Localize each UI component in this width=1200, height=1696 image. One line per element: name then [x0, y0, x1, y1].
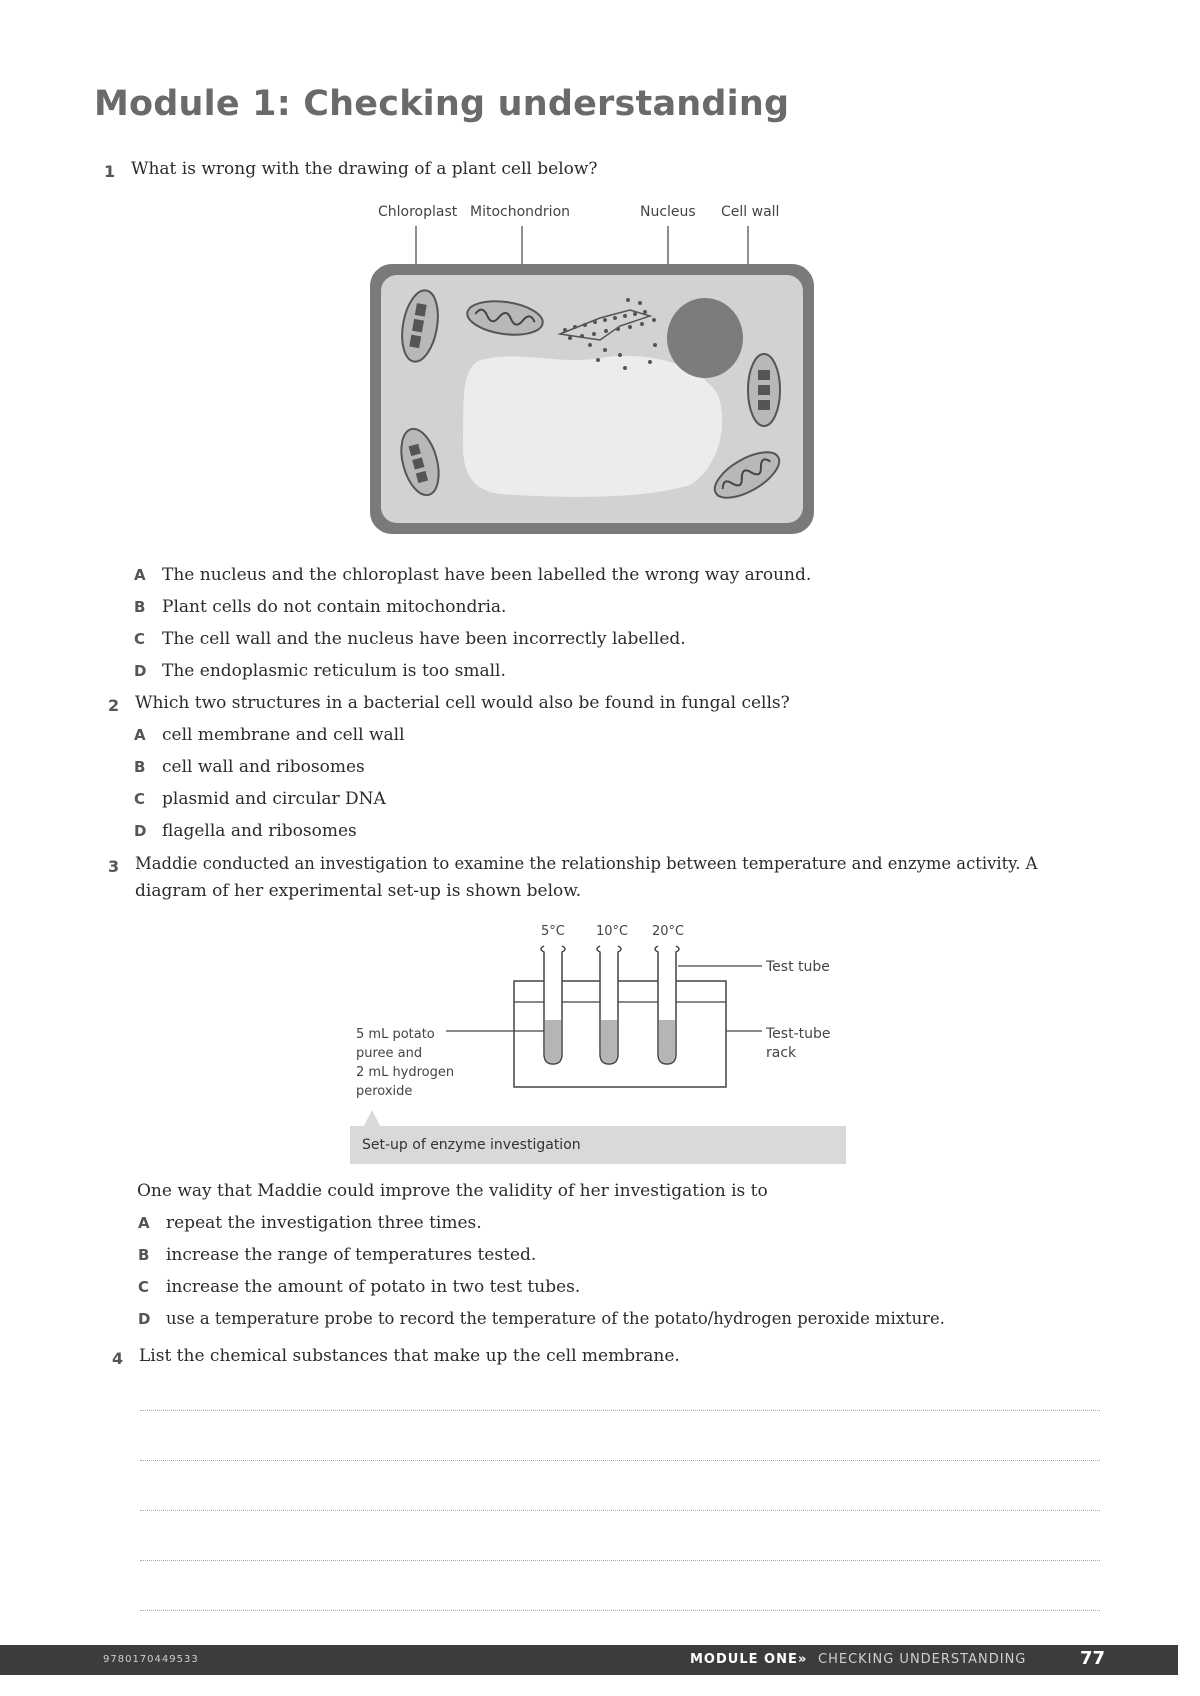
option-text: cell membrane and cell wall [162, 725, 405, 745]
option-letter: C [134, 790, 146, 808]
plant-cell-diagram [0, 0, 1200, 560]
label-mix-line3: 2 mL hydrogen [356, 1065, 455, 1080]
option-text: flagella and ribosomes [162, 821, 357, 841]
test-tube-20c [655, 946, 679, 1064]
label-rack-line2: rack [766, 1045, 797, 1061]
nucleus-shape [667, 298, 743, 378]
label-nucleus: Nucleus [640, 204, 696, 220]
option-letter: A [134, 566, 146, 584]
label-mix-line2: puree and [356, 1046, 423, 1061]
label-mix-line1: 5 mL potato [356, 1027, 435, 1042]
question-4-text: List the chemical substances that make up the cell membrane. [139, 1346, 680, 1366]
caption-text: Set-up of enzyme investigation [362, 1137, 581, 1153]
label-rack-line1: Test-tube [766, 1026, 831, 1042]
option-text: use a temperature probe to record the temperature of the potato/hydrogen peroxide mixture. [166, 1309, 945, 1328]
chloroplast-right [748, 354, 780, 426]
q1-option-b[interactable] [134, 593, 506, 621]
page-number: 77 [1080, 1648, 1106, 1669]
footer-section: CHECKING UNDERSTANDING [818, 1652, 1027, 1667]
q1-option-d[interactable] [134, 657, 506, 685]
question-2-number: 2 [108, 696, 120, 715]
test-tube-10c [597, 946, 621, 1064]
option-text: increase the amount of potato in two test tubes. [166, 1277, 581, 1297]
answer-line[interactable] [140, 1560, 1100, 1561]
option-letter: B [134, 598, 146, 616]
q2-option-b[interactable] [134, 753, 365, 781]
label-cell-wall: Cell wall [721, 204, 780, 220]
label-temp-20: 20°C [652, 924, 685, 939]
label-chloroplast: Chloroplast [378, 204, 458, 220]
label-test-tube: Test tube [766, 959, 830, 975]
question-1-number: 1 [104, 162, 116, 181]
answer-line[interactable] [140, 1610, 1100, 1611]
q1-option-c[interactable] [134, 625, 686, 653]
answer-line[interactable] [140, 1510, 1100, 1511]
enzyme-setup-diagram [0, 930, 1200, 1130]
footer-module: MODULE ONE [690, 1652, 798, 1667]
q3-option-a[interactable] [138, 1209, 482, 1237]
question-1-text: What is wrong with the drawing of a plant cell below? [131, 159, 598, 179]
question-3-stem: One way that Maddie could improve the validity of her investigation is to [137, 1181, 768, 1201]
option-text: The nucleus and the chloroplast have been labelled the wrong way around. [162, 565, 812, 585]
option-text: repeat the investigation three times. [166, 1213, 482, 1233]
figure-caption [350, 1126, 846, 1164]
q3-option-b[interactable] [138, 1241, 536, 1269]
q2-option-c[interactable] [134, 785, 386, 813]
option-letter: C [134, 630, 146, 648]
option-text: plasmid and circular DNA [162, 789, 386, 809]
question-3-text-line2: diagram of her experimental set-up is shown below. [135, 881, 582, 901]
option-letter: D [138, 1310, 151, 1328]
option-text: Plant cells do not contain mitochondria. [162, 597, 507, 617]
footer-bar [0, 1645, 1178, 1675]
option-text: cell wall and ribosomes [162, 757, 365, 777]
option-text: increase the range of temperatures tested. [166, 1245, 537, 1265]
option-text: The endoplasmic reticulum is too small. [162, 661, 506, 681]
question-2-text: Which two structures in a bacterial cell would also be found in fungal cells? [135, 693, 790, 713]
page-title: Module 1: Checking understanding [94, 84, 790, 124]
footer-isbn: 9780170449533 [103, 1654, 199, 1665]
q3-option-d[interactable] [138, 1305, 945, 1333]
vacuole-shape [463, 356, 722, 497]
label-mix-line4: peroxide [356, 1084, 413, 1099]
answer-line[interactable] [140, 1410, 1100, 1411]
option-letter: B [138, 1246, 150, 1264]
option-letter: C [138, 1278, 150, 1296]
q3-option-c[interactable] [138, 1273, 580, 1301]
option-letter: A [138, 1214, 150, 1232]
label-mitochondrion: Mitochondrion [470, 204, 571, 220]
question-3-text-line1: Maddie conducted an investigation to examine the relationship between temperature and enzyme activity. A [135, 854, 1038, 873]
q2-option-a[interactable] [134, 721, 405, 749]
option-text: The cell wall and the nucleus have been incorrectly labelled. [162, 629, 686, 649]
answer-line[interactable] [140, 1460, 1100, 1461]
label-temp-5: 5°C [541, 924, 565, 939]
footer-separator: » [798, 1652, 807, 1667]
option-letter: D [134, 662, 147, 680]
question-3-number: 3 [108, 857, 120, 876]
label-temp-10: 10°C [596, 924, 629, 939]
option-letter: D [134, 822, 147, 840]
question-4-number: 4 [112, 1349, 124, 1368]
option-letter: B [134, 758, 146, 776]
q2-option-d[interactable] [134, 817, 357, 845]
test-tube-5c [541, 946, 565, 1064]
q1-option-a[interactable] [134, 561, 811, 589]
option-letter: A [134, 726, 146, 744]
